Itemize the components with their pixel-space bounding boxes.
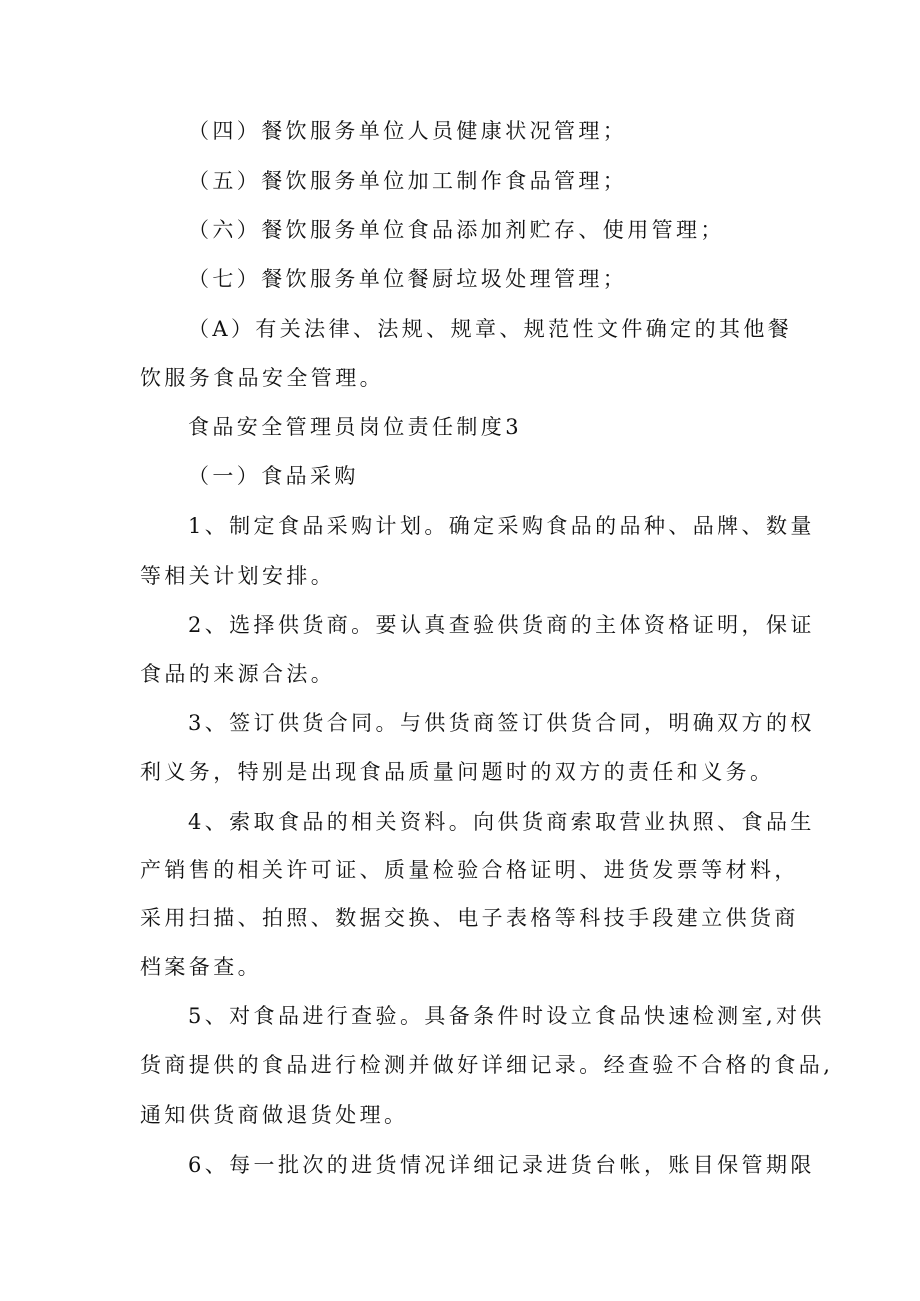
- text-line: 1、制定食品采购计划。确定采购食品的品种、品牌、数量: [188, 514, 815, 538]
- text-line: 等相关计划安排。: [140, 564, 336, 588]
- text-line: 档案备查。: [140, 955, 262, 979]
- text-line: （五）餐饮服务单位加工制作食品管理；: [188, 169, 628, 193]
- text-line: 4、索取食品的相关资料。向供货商索取营业执照、食品生: [188, 810, 815, 834]
- text-line: 利义务，特别是出现食品质量问题时的双方的责任和义务。: [140, 760, 775, 784]
- text-line: 2、选择供货商。要认真查验供货商的主体资格证明，保证: [188, 613, 815, 637]
- text-line: 6、每一批次的进货情况详细记录进货台帐，账目保管期限: [188, 1153, 815, 1177]
- text-line: 饮服务食品安全管理。: [140, 366, 384, 390]
- text-line: （四）餐饮服务单位人员健康状况管理；: [188, 119, 628, 143]
- text-line: 3、签订供货合同。与供货商签订供货合同，明确双方的权: [188, 711, 815, 735]
- text-line: （六）餐饮服务单位食品添加剂贮存、使用管理；: [188, 218, 725, 242]
- section-title: 食品安全管理员岗位责任制度3: [188, 415, 522, 439]
- text-line: 通知供货商做退货处理。: [140, 1103, 409, 1127]
- text-line: 货商提供的食品进行检测并做好详细记录。经查验不合格的食品,: [140, 1053, 834, 1077]
- text-line: 5、对食品进行查验。具备条件时设立食品快速检测室,对供: [188, 1004, 825, 1028]
- text-line: （七）餐饮服务单位餐厨垃圾处理管理；: [188, 267, 628, 291]
- text-line: 食品的来源合法。: [140, 662, 336, 686]
- text-line: 采用扫描、拍照、数据交换、电子表格等科技手段建立供货商: [140, 906, 799, 930]
- text-line: （A）有关法律、法规、规章、规范性文件确定的其他餐: [188, 317, 793, 341]
- text-line: 产销售的相关许可证、质量检验合格证明、进货发票等材料，: [140, 858, 799, 882]
- subsection-title: （一）食品采购: [188, 464, 359, 488]
